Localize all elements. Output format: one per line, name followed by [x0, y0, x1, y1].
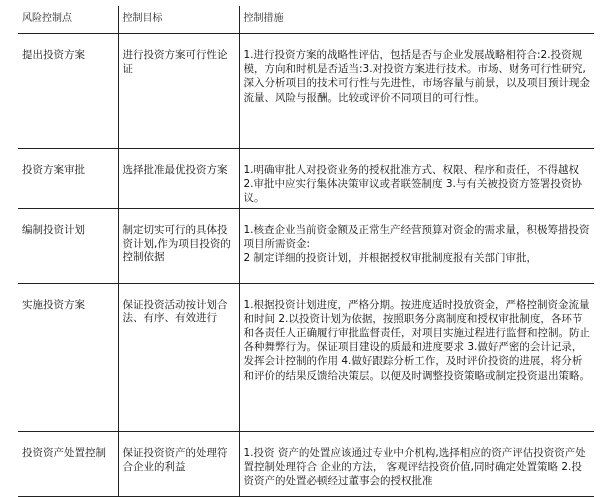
table-row: [18, 440, 594, 496]
spacer-row: [18, 432, 594, 441]
table-row: [18, 157, 594, 209]
header-control-goal: 控制目标: [118, 6, 239, 34]
risk-control-table: [18, 6, 594, 497]
control-goal-cell: 保证投资活动按计划合法、有序、有效进行: [118, 292, 239, 432]
spacer-row: [18, 34, 594, 43]
control-measure-cell: 1.进行投资方案的战略性评估，包括是否与企业发展战略相符合:2.投资规模，方向和时机是否适当:3.对投资方案进行技术。市场、财务可行性研究,深入分析项目的技术可行性与先进性，市场容量与前景，以及项目预计现金流量、风险与报酬。比较或评价不同项目的可行性。: [239, 42, 594, 148]
risk-point-cell: 编制投资计划: [18, 217, 118, 283]
risk-point-cell: 投资方案审批: [18, 157, 118, 209]
control-measure-cell: 1.投资 资产的处置应该通过专业中介机构,选择相应的资产评估投资资产处置控制处理符合 企业的方法， 客观评结投资价值,同时确定处置策略 2.投资资产的处置必顿经过董事会的授权批准: [239, 440, 594, 496]
table-row: [18, 292, 594, 432]
header-risk-point: 风险控制点: [18, 6, 118, 34]
spacer-row: [18, 148, 594, 157]
control-measure-cell: 1.根据投资计划进度，严格分期。按进度适时投放资金，严格控制资金流量和时间 2.以投资计划为依据，按照职务分离制度和授权审批制度，各环节和各责任人正确履行审批监督责任，对项目实施过程进行监督和控制。防止各种舞弊行为。保证项目建设的质最和进度要求 3.做好严密的会计记录，发挥会计控制的作用 4.做好跟踪分析工作，及时评价投资的进展，将分析和评价的结果反馈给决策层。以便及时调整投资策略或制定投资退出策略。: [239, 292, 594, 432]
spacer-row: [18, 283, 594, 292]
control-goal-cell: 进行投资方案可行性论证: [118, 42, 239, 148]
table-row: [18, 42, 594, 148]
header-control-measure: 控制措施: [239, 6, 594, 34]
risk-point-cell: 提出投资方案: [18, 42, 118, 148]
spacer-row: [18, 209, 594, 218]
control-goal-cell: 保证投资资产的处理符合企业的利益: [118, 440, 239, 496]
control-goal-cell: 选择批准最优投资方案: [118, 157, 239, 209]
control-measure-cell: 1.明确审批人对投资业务的授权批准方式、权限、程序和责任，不得越权 2.审批中应实行集体决策审议或者联签制度 3.与有关被投资方签署投资协议。: [239, 157, 594, 209]
risk-point-cell: 投资资产处置控制: [18, 440, 118, 496]
control-goal-cell: 制定切实可行的具体投资计划,作为项目投资的控制依据: [118, 217, 239, 283]
risk-point-cell: 实施投资方案: [18, 292, 118, 432]
control-measure-cell: 1.核查企业当前资金额及正常生产经营预算对资金的需求量，积极筹措投资项目所需资金: 2 制定详细的投资计划，并根据授权审批制度报有关部门审批，: [239, 217, 594, 283]
table-row: [18, 217, 594, 283]
table-header-row: [18, 6, 594, 34]
